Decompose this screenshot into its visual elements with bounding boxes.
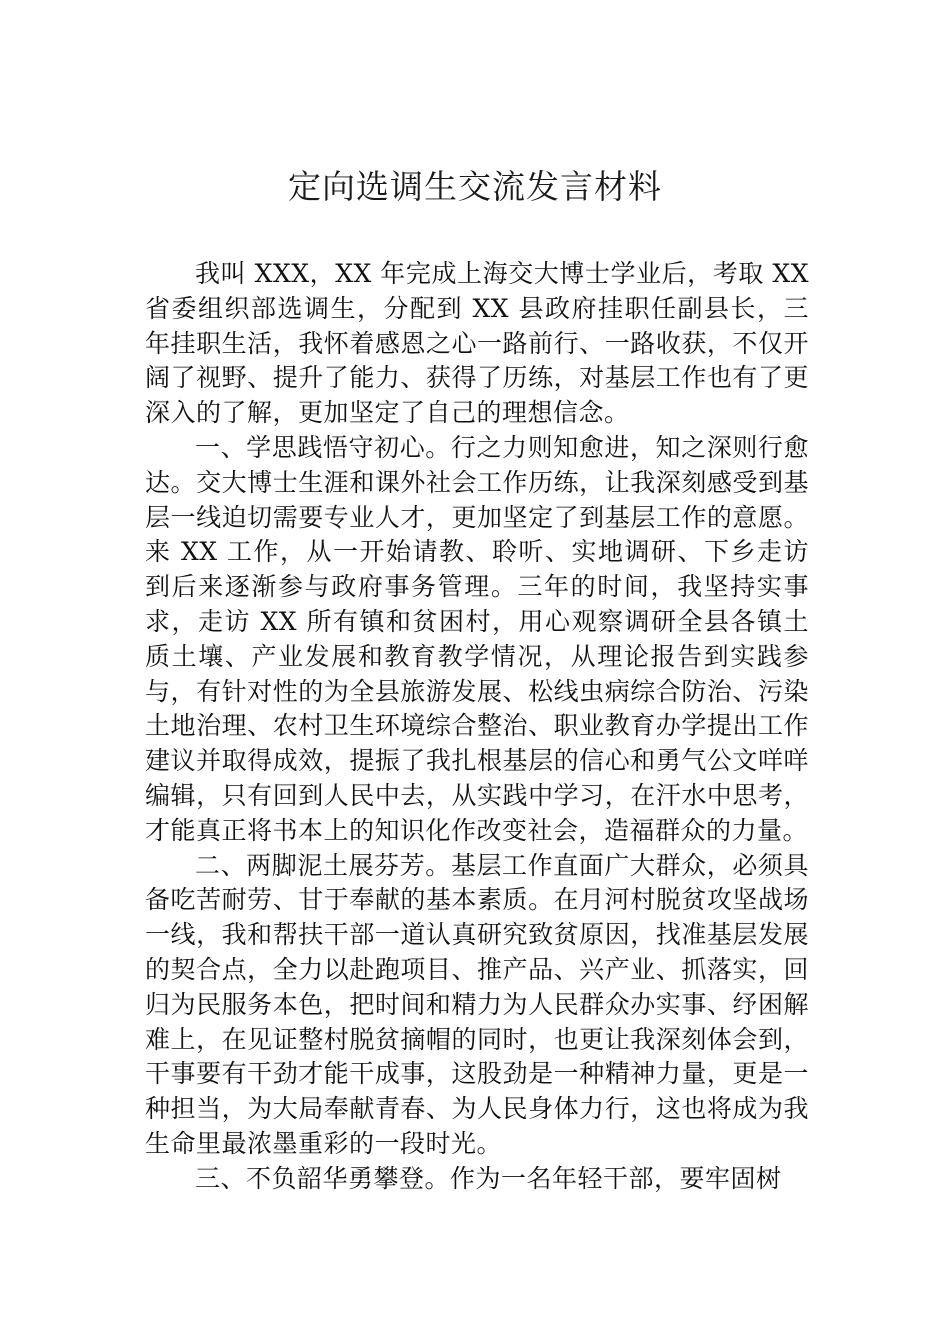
document-body <box>145 257 809 1197</box>
paragraph-section-3: 三、不负韶华勇攀登。作为一名年轻干部，要牢固树 <box>195 1163 782 1193</box>
paragraph-intro: 我叫 XXX，XX 年完成上海交大博士学业后，考取 XX 省委组织部选调生，分配到 XX 县政府挂职任副县长，三年挂职生活，我怀着感恩之心一路前行、一路收获，不仅开阔了视野、提升了能力、获得了历练，对基层工作也有了更深入的了解，更加坚定了自己的理想信念。 <box>145 259 809 428</box>
paragraph-section-1: 一、学思践悟守初心。行之力则知愈进，知之深则行愈达。交大博士生涯和课外社会工作历练，让我深刻感受到基层一线迫切需要专业人才，更加坚定了到基层工作的意愿。来 XX 工作，从一开始请教、聆听、实地调研、下乡走访到后来逐渐参与政府事务管理。三年的时间，我坚持实事求，走访 XX 所有镇和贫困村，用心观察调研全县各镇土质土壤、产业发展和教育教学情况，从理论报告到实践参与，有针对性的为全县旅游发展、松线虫病综合防治、污染土地治理、农村卫生环境综合整治、职业教育办学提出工作建议并取得成效，提振了我扎根基层的信心和勇气公文咩咩编辑，只有回到人民中去，从实践中学习，在汗水中思考，才能真正将书本上的知识化作改变社会，造福群众的力量。 <box>145 432 809 845</box>
paragraph-section-2: 二、两脚泥土展芬芳。基层工作直面广大群众，必须具备吃苦耐劳、甘于奉献的基本素质。在月河村脱贫攻坚战场一线，我和帮扶干部一道认真研究致贫原因，找准基层发展的契合点，全力以赴跑项目、推产品、兴产业、抓落实，回归为民服务本色，把时间和精力为人民群众办实事、纾困解难上，在见证整村脱贫摘帽的同时，也更让我深刻体会到，干事要有干劲才能干成事，这股劲是一种精神力量，更是一种担当，为大局奉献青春、为人民身体力行，这也将成为我生命里最浓墨重彩的一段时光。 <box>145 850 809 1158</box>
document-title: 定向选调生交流发言材料 <box>288 167 662 206</box>
